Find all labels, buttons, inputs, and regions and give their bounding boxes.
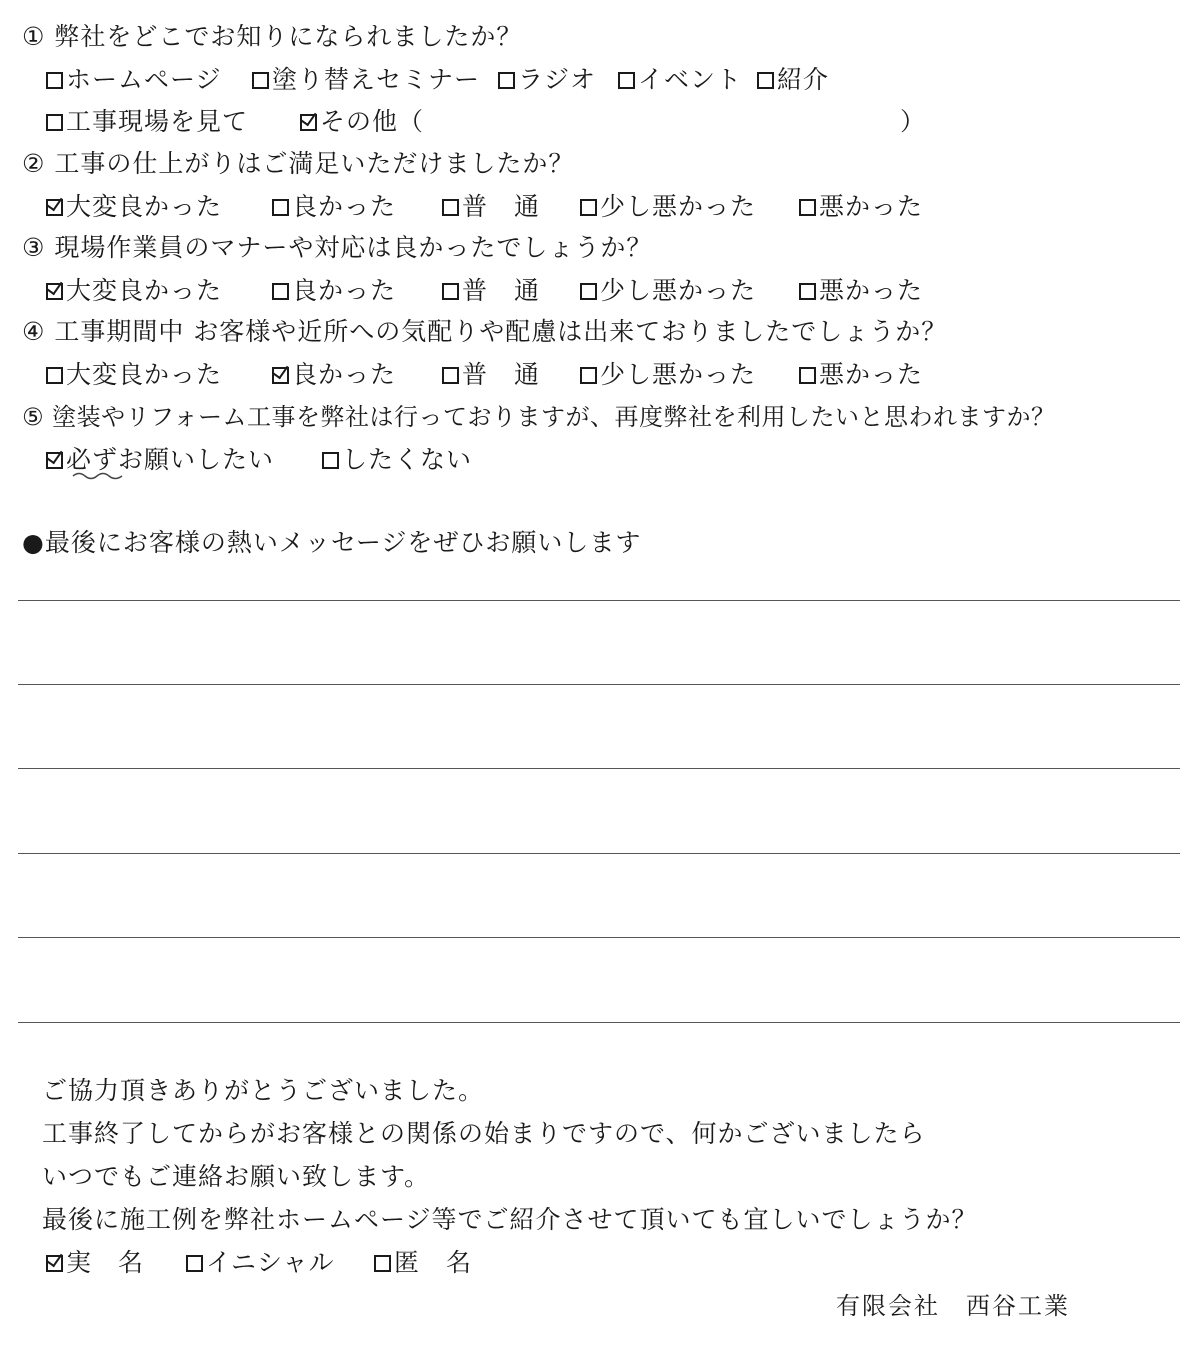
checkbox-icon[interactable]	[46, 367, 63, 384]
name-option-anonymous[interactable]: 匿 名	[374, 1243, 472, 1279]
q1-option-radio[interactable]: ラジオ	[498, 60, 596, 96]
checkbox-icon[interactable]	[799, 367, 816, 384]
name-option-real[interactable]: 実 名	[46, 1243, 144, 1279]
message-line	[18, 937, 1180, 938]
question-5: ⑤ 塗装やリフォーム工事を弊社は行っておりますが、再度弊社を利用したいと思われますか？	[22, 403, 1056, 431]
checkbox-icon[interactable]	[46, 114, 63, 131]
q1-option-event[interactable]: イベント	[618, 60, 742, 96]
q2-option-very-good[interactable]: 大変良かった	[46, 187, 222, 223]
checkbox-icon[interactable]	[580, 367, 597, 384]
closing-line-1: ご協力頂きありがとうございました。	[42, 1076, 485, 1105]
q1-other-close: ）	[900, 107, 927, 136]
q5-option-definitely[interactable]: 必ずお願いしたい	[46, 440, 274, 476]
closing-line-3: いつでもご連絡お願い致します。	[42, 1162, 431, 1191]
checkbox-icon[interactable]	[272, 199, 289, 216]
q4-option-slightly-bad[interactable]: 少し悪かった	[580, 355, 756, 391]
q2-option-good[interactable]: 良かった	[272, 187, 396, 223]
q3-option-good[interactable]: 良かった	[272, 271, 396, 307]
q4-option-bad[interactable]: 悪かった	[799, 355, 923, 391]
message-heading: ●最後にお客様の熱いメッセージをぜひお願いします	[22, 528, 642, 557]
checkbox-icon[interactable]	[442, 367, 459, 384]
q1-option-seminar[interactable]: 塗り替えセミナー	[252, 60, 480, 96]
checkbox-icon[interactable]	[252, 72, 269, 89]
q2-option-bad[interactable]: 悪かった	[799, 187, 923, 223]
checkbox-icon[interactable]	[374, 1255, 391, 1272]
closing-line-2: 工事終了してからがお客様との関係の始まりですので、何かございましたら	[42, 1119, 926, 1148]
checkbox-icon[interactable]	[799, 283, 816, 300]
checked-checkbox-icon[interactable]	[46, 1255, 63, 1272]
q3-option-bad[interactable]: 悪かった	[799, 271, 923, 307]
checkbox-icon[interactable]	[322, 452, 339, 469]
checked-checkbox-icon[interactable]	[46, 199, 63, 216]
q4-option-average[interactable]: 普 通	[442, 355, 540, 391]
checkbox-icon[interactable]	[442, 283, 459, 300]
question-2: ② 工事の仕上がりはご満足いただけましたか？	[22, 149, 575, 178]
checked-checkbox-icon[interactable]	[46, 452, 63, 469]
q2-option-average[interactable]: 普 通	[442, 187, 540, 223]
q4-option-good[interactable]: 良かった	[272, 355, 396, 391]
checked-checkbox-icon[interactable]	[46, 283, 63, 300]
checkbox-icon[interactable]	[580, 199, 597, 216]
q3-option-average[interactable]: 普 通	[442, 271, 540, 307]
closing-line-4: 最後に施工例を弊社ホームページ等でご紹介させて頂いても宜しいでしょうか？	[42, 1205, 978, 1234]
checked-checkbox-icon[interactable]	[300, 114, 317, 131]
q1-option-referral[interactable]: 紹介	[757, 60, 829, 96]
name-option-initials[interactable]: イニシャル	[186, 1243, 335, 1279]
q2-option-slightly-bad[interactable]: 少し悪かった	[580, 187, 756, 223]
company-name: 有限会社 西谷工業	[836, 1292, 1070, 1320]
q4-option-very-good[interactable]: 大変良かった	[46, 355, 222, 391]
checkbox-icon[interactable]	[272, 283, 289, 300]
question-4: ④ 工事期間中 お客様や近所への気配りや配慮は出来ておりましたでしょうか？	[22, 317, 948, 346]
q5-option-no[interactable]: したくない	[322, 440, 472, 476]
q1-option-site[interactable]: 工事現場を見て	[46, 102, 248, 138]
checkbox-icon[interactable]	[799, 199, 816, 216]
checked-checkbox-icon[interactable]	[272, 367, 289, 384]
message-line	[18, 600, 1180, 601]
question-3: ③ 現場作業員のマナーや対応は良かったでしょうか？	[22, 233, 653, 262]
checkbox-icon[interactable]	[580, 283, 597, 300]
q3-option-slightly-bad[interactable]: 少し悪かった	[580, 271, 756, 307]
question-1: ① 弊社をどこでお知りになられましたか？	[22, 22, 523, 51]
q3-option-very-good[interactable]: 大変良かった	[46, 271, 222, 307]
checkbox-icon[interactable]	[757, 72, 774, 89]
message-line	[18, 1022, 1180, 1023]
checkbox-icon[interactable]	[498, 72, 515, 89]
message-line	[18, 768, 1180, 769]
q1-option-homepage[interactable]: ホームページ	[46, 60, 222, 96]
checkbox-icon[interactable]	[618, 72, 635, 89]
checkbox-icon[interactable]	[442, 199, 459, 216]
q1-option-other[interactable]: その他（	[300, 102, 424, 138]
checkbox-icon[interactable]	[46, 72, 63, 89]
message-line	[18, 684, 1180, 685]
handwritten-underline	[72, 470, 124, 480]
checkbox-icon[interactable]	[186, 1255, 203, 1272]
message-line	[18, 853, 1180, 854]
